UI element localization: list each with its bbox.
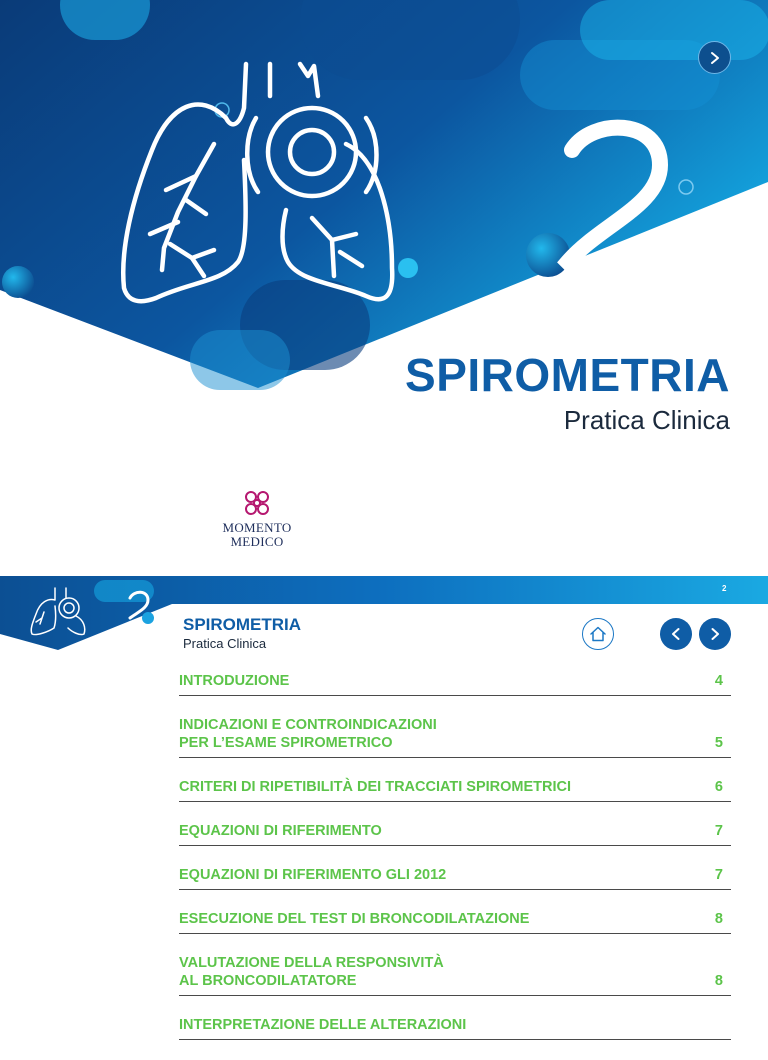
toc-header-art (0, 576, 768, 656)
toc-entry-label: INDICAZIONI E CONTROINDICAZIONI PER L’ESAME SPIROMETRICO (179, 717, 437, 751)
toc-entry[interactable] (179, 716, 731, 758)
toc-entry-label: EQUAZIONI DI RIFERIMENTO (179, 823, 382, 839)
cover-title: SPIROMETRIA (405, 349, 730, 401)
toc-entry[interactable] (179, 910, 731, 934)
toc-header-title: SPIROMETRIA (183, 615, 302, 634)
publisher-name-line-2: MEDICO (230, 534, 284, 549)
toc-entry[interactable] (179, 822, 731, 846)
toc-entry[interactable] (179, 954, 731, 996)
toc-entry-label: VALUTAZIONE DELLA RESPONSIVITÀ AL BRONCODILATATORE (179, 955, 444, 989)
cover-subtitle: Pratica Clinica (563, 405, 730, 435)
toc-entry-page: 7 (714, 823, 723, 839)
toc-header-subtitle: Pratica Clinica (183, 636, 267, 651)
cover-next-button[interactable] (698, 41, 731, 74)
next-page-button[interactable] (699, 618, 731, 650)
toc-entry-page: 5 (714, 735, 723, 751)
toc-page (0, 576, 768, 1033)
page-number: 2 (722, 584, 727, 593)
publisher-name-line-1: MOMENTO (222, 520, 292, 535)
toc-entry-page: 6 (714, 779, 723, 795)
chevron-left-icon (669, 627, 683, 641)
home-icon (589, 625, 607, 643)
toc-entry-label: CRITERI DI RIPETIBILITÀ DEI TRACCIATI SPIROMETRICI (179, 779, 572, 795)
momento-medico-logo (242, 488, 272, 518)
toc-entry-page: 8 (714, 973, 723, 989)
chevron-right-icon (708, 627, 722, 641)
previous-page-button[interactable] (660, 618, 692, 650)
toc-entry-page: 8 (714, 911, 723, 927)
toc-entry-label: ESECUZIONE DEL TEST DI BRONCODILATAZIONE (179, 911, 530, 927)
toc-entry-page: 4 (714, 673, 723, 689)
chevron-right-icon (708, 51, 722, 65)
toc-entry-label: EQUAZIONI DI RIFERIMENTO GLI 2012 (179, 867, 447, 883)
toc-entry-label: INTRODUZIONE (179, 673, 290, 689)
toc-entry-label: INTERPRETAZIONE DELLE ALTERAZIONI (179, 1017, 467, 1033)
toc-entry[interactable] (179, 672, 731, 696)
publisher-logo (215, 488, 299, 549)
toc-entry[interactable] (179, 778, 731, 802)
toc-entry[interactable] (179, 1016, 731, 1040)
table-of-contents (179, 672, 731, 1060)
toc-entry[interactable] (179, 866, 731, 890)
home-button[interactable] (582, 618, 614, 650)
cover-background-art (0, 0, 768, 400)
toc-entry-page: 7 (714, 867, 723, 883)
